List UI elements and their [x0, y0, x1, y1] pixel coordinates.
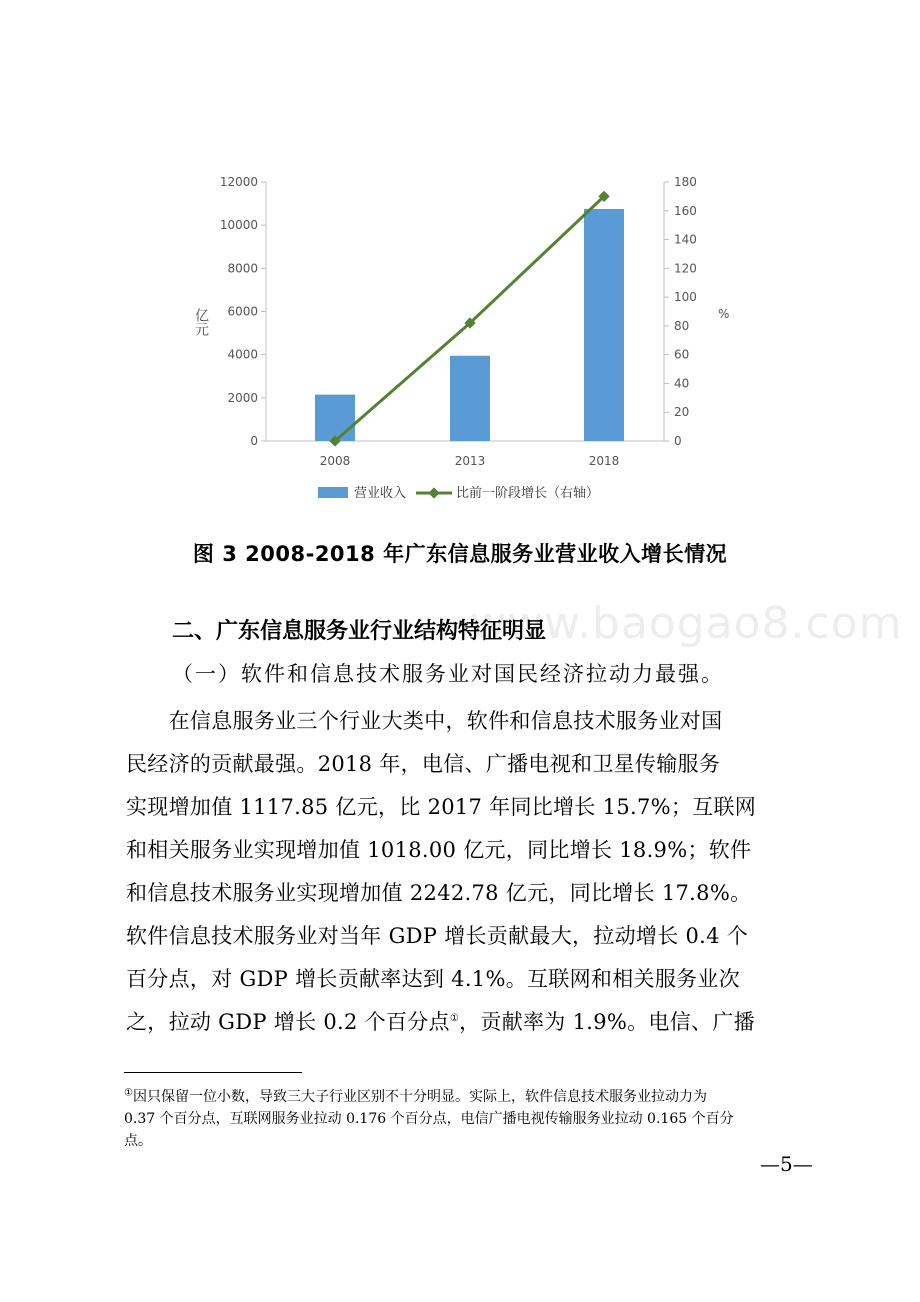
footnote-line: 点。 [124, 1133, 152, 1149]
body-line: 和信息技术服务业实现增加值 2242.78 亿元，同比增长 17.8%。 [126, 881, 752, 905]
right-tick-label: 80 [674, 318, 690, 333]
watermark: www.baogao8.com [470, 598, 903, 649]
footnote-line: 0.37 个百分点，互联网服务业拉动 0.176 个百分点，电信广播电视传输服务业拉动 0.165 个百分 [124, 1111, 734, 1127]
body-line: 民经济的贡献最强。2018 年，电信、广播电视和卫星传输服务 [126, 752, 721, 776]
right-tick-label: 160 [674, 203, 697, 218]
right-axis-label: % [718, 307, 730, 321]
right-tick-label: 60 [674, 347, 690, 362]
left-axis-label: 亿元 [193, 308, 209, 336]
page-number: —5— [760, 1152, 813, 1176]
right-tick-label: 120 [674, 261, 697, 276]
legend-swatch-marker [428, 487, 439, 498]
x-axis [266, 441, 664, 468]
footnote-text: 因只保留一位小数，导致三大子行业区别不十分明显。实际上，软件信息技术服务业拉动力为 [132, 1089, 707, 1105]
legend-label-bar: 营业收入 [354, 486, 407, 501]
legend-swatch-bar [318, 487, 348, 498]
revenue-growth-chart [180, 160, 760, 520]
left-tick-label: 8000 [227, 261, 258, 276]
right-tick-label: 140 [674, 232, 697, 247]
body-line-text: ，贡献率为 1.9%。电信、广播 [459, 1010, 755, 1034]
left-tick-label: 10000 [219, 218, 258, 233]
left-tick-label: 6000 [227, 304, 258, 319]
right-tick-label: 0 [674, 434, 682, 448]
bar-2018 [584, 209, 624, 441]
right-tick-label: 40 [674, 376, 690, 391]
x-tick-label: 2018 [588, 454, 620, 468]
left-y-axis [220, 175, 266, 448]
left-tick-label: 2000 [227, 390, 258, 405]
body-line: 在信息服务业三个行业大类中，软件和信息技术服务业对国 [126, 709, 723, 733]
footnote-marker: ① [124, 1087, 133, 1099]
right-tick-label: 20 [674, 405, 690, 420]
body-line: 实现增加值 1117.85 亿元，比 2017 年同比增长 15.7%；互联网 [126, 795, 757, 819]
left-tick-label: 4000 [227, 347, 258, 362]
sub-heading: （一）软件和信息技术服务业对国民经济拉动力最强。 [172, 662, 724, 686]
footnote-divider [124, 1072, 302, 1073]
footnote-reference: ① [449, 1013, 460, 1024]
left-tick-label: 12000 [219, 175, 258, 189]
legend [318, 485, 599, 501]
legend-label-line: 比前一阶段增长（右轴） [456, 486, 600, 501]
body-line-text: 之，拉动 GDP 增长 0.2 个百分点 [126, 1010, 450, 1034]
right-y-axis [664, 175, 697, 448]
right-tick-label: 100 [674, 290, 697, 305]
footnote-line [124, 1086, 707, 1106]
x-tick-label: 2008 [319, 454, 351, 468]
x-tick-label: 2013 [454, 454, 486, 468]
bar-2013 [450, 356, 490, 441]
body-line: 和相关服务业实现增加值 1018.00 亿元，同比增长 18.9%；软件 [126, 838, 752, 862]
body-line: 软件信息技术服务业对当年 GDP 增长贡献最大，拉动增长 0.4 个 [126, 924, 749, 948]
left-tick-label: 0 [250, 434, 258, 448]
section-heading: 二、广东信息服务业行业结构特征明显 [172, 619, 547, 644]
figure-caption: 图 3 2008-2018 年广东信息服务业营业收入增长情况 [192, 542, 728, 566]
body-line [126, 1006, 806, 1036]
right-tick-label: 180 [674, 175, 697, 189]
body-line: 百分点，对 GDP 增长贡献率达到 4.1%。互联网和相关服务业次 [126, 967, 741, 991]
bar-2008 [315, 395, 355, 441]
